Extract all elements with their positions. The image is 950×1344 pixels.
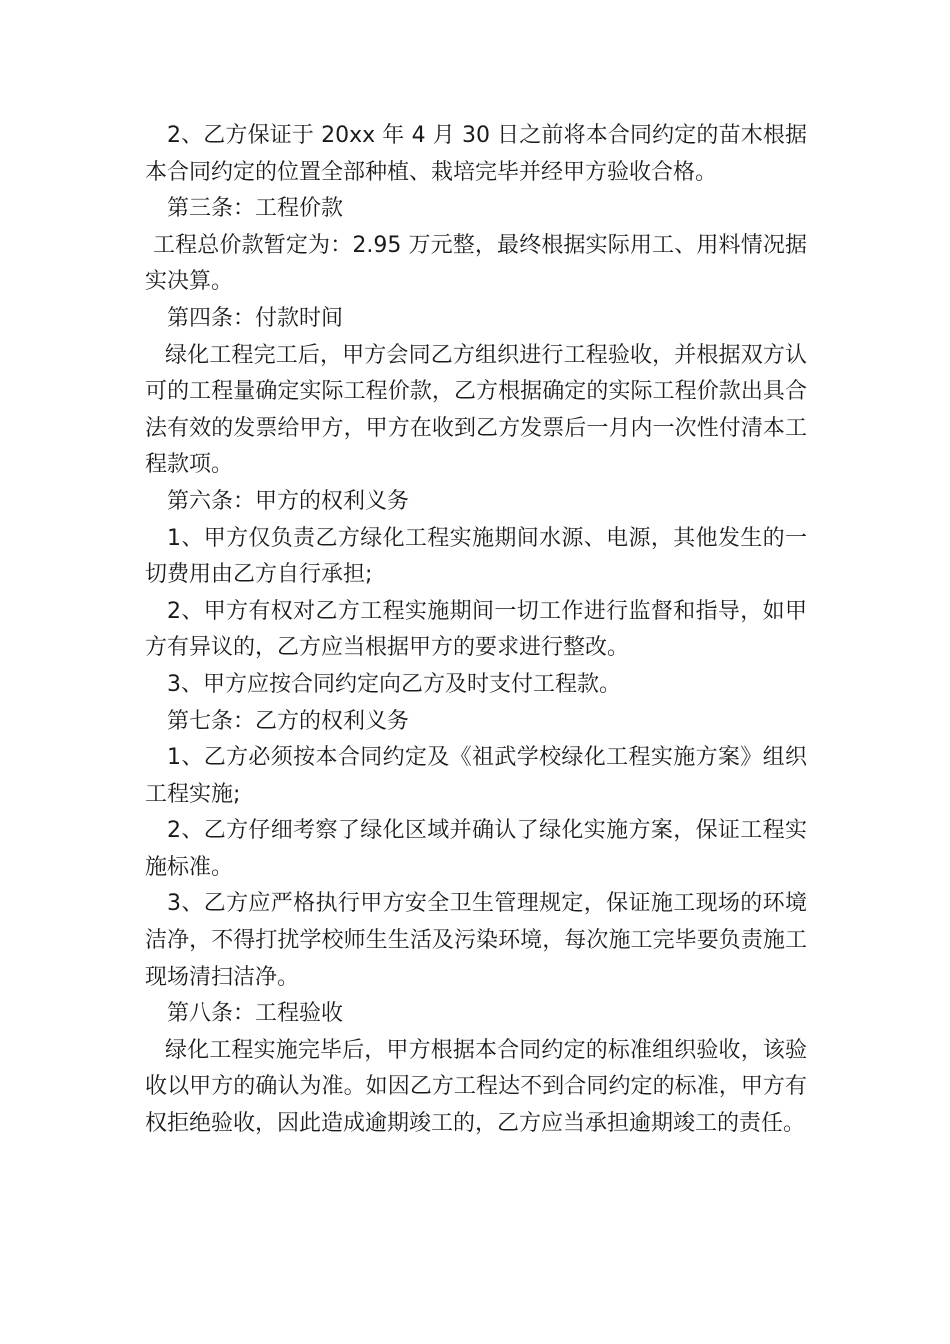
article-4-payment-text: 绿化工程完工后，甲方会同乙方组织进行工程验收，并根据双方认可的工程量确定实际工程价款，乙方根据确定的实际工程价款出具合法有效的发票给甲方，甲方在收到乙方发票后一月内一次性付清本工程款项。: [145, 342, 807, 478]
article-3-heading: 第三条：工程价款: [167, 196, 344, 222]
article-6-heading: 第六条：甲方的权利义务: [167, 488, 410, 514]
article-6-clause-1: 1、甲方仅负责乙方绿化工程实施期间水源、电源，其他发生的一切费用由乙方自行承担;: [145, 525, 807, 588]
article-8-heading: 第八条：工程验收: [167, 1001, 344, 1027]
article-6-clause-2: 2、甲方有权对乙方工程实施期间一切工作进行监督和指导，如甲方有异议的，乙方应当根据甲方的要求进行整改。: [145, 598, 807, 661]
clause-2-completion-date: 2、乙方保证于 20xx 年 4 月 30 日之前将本合同约定的苗木根据本合同约定的位置全部种植、栽培完毕并经甲方验收合格。: [145, 123, 807, 185]
article-3-price-text: 工程总价款暂定为：2.95 万元整，最终根据实际用工、用料情况据实决算。: [145, 232, 807, 295]
article-7-heading: 第七条：乙方的权利义务: [167, 708, 410, 734]
document-body: [145, 118, 807, 1143]
article-6-clause-3: 3、甲方应按合同约定向乙方及时支付工程款。: [167, 671, 621, 697]
article-7-clause-3: 3、乙方应严格执行甲方安全卫生管理规定，保证施工现场的环境洁净，不得打扰学校师生生活及污染环境，每次施工完毕要负责施工现场清扫洁净。: [145, 891, 807, 990]
article-4-heading: 第四条：付款时间: [167, 305, 344, 331]
article-7-clause-1: 1、乙方必须按本合同约定及《祖武学校绿化工程实施方案》组织工程实施;: [145, 745, 807, 807]
article-7-clause-2: 2、乙方仔细考察了绿化区域并确认了绿化实施方案，保证工程实施标准。: [145, 818, 807, 880]
article-8-acceptance-text: 绿化工程实施完毕后，甲方根据本合同约定的标准组织验收，该验收以甲方的确认为准。如因乙方工程达不到合同约定的标准，甲方有权拒绝验收，因此造成逾期竣工的，乙方应当承担逾期竣工的责任。: [145, 1037, 807, 1137]
